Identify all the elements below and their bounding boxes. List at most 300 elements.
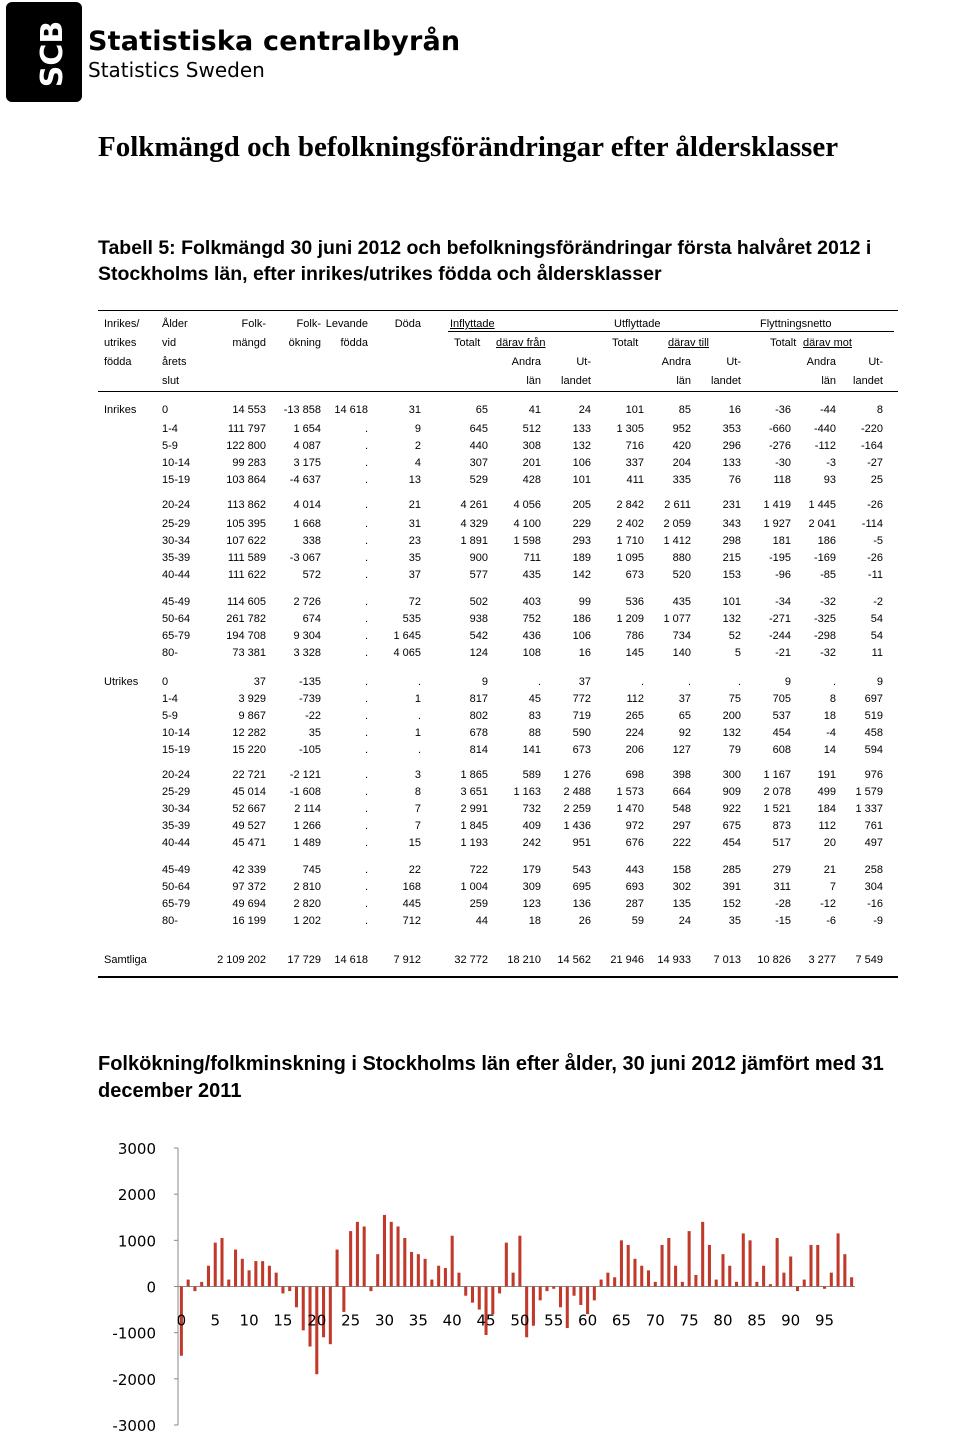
table-cell: 7 912 [393,954,421,966]
table-cell: 802 [469,710,488,722]
bar [187,1280,190,1287]
bar [809,1245,812,1287]
bar [457,1273,460,1287]
table-cell: 972 [625,820,644,832]
table-cell: Utflyttade [614,318,661,330]
table-cell: 35 [308,727,321,739]
table-cell: . [364,596,368,608]
table-cell: 752 [522,613,541,625]
table-cell: 4 [414,457,421,469]
bar [430,1280,433,1287]
table-cell: 732 [522,803,541,815]
bar [390,1222,393,1287]
x-tick-label: 40 [442,1311,462,1330]
bar [661,1245,664,1287]
table-cell: 127 [672,744,691,756]
table-cell: 497 [864,837,883,849]
table-cell: 24 [578,404,591,416]
table-cell: 45 014 [232,786,266,798]
table-cell: 79 [728,744,741,756]
table-cell: 2 259 [563,803,591,815]
table-cell: 17 729 [287,954,321,966]
table-cell: -11 [867,569,883,581]
table-cell: 101 [722,596,741,608]
bar [349,1231,352,1286]
table-cell: Samtliga [104,954,147,966]
table-cell: . [364,710,368,722]
bar [620,1240,623,1286]
bar [336,1250,339,1287]
x-tick-label: 75 [679,1311,699,1330]
table-cell: 716 [625,440,644,452]
table-cell: 2 [414,440,421,452]
table-cell: -30 [775,457,791,469]
table-cell: 265 [625,710,644,722]
table-cell: 141 [522,744,541,756]
table-cell: -26 [867,552,883,564]
table-cell: 261 782 [226,613,266,625]
y-tick-label: -3000 [112,1417,156,1433]
table-cell: 2 842 [616,499,644,511]
table-cell: 1 927 [763,518,791,530]
table-cell: -5 [873,535,883,547]
table-cell: 4 014 [293,499,321,511]
table-cell: 42 339 [232,864,266,876]
bar [647,1270,650,1286]
table-cell: 92 [678,727,691,739]
table-cell: Levande [325,318,368,330]
table-cell: 814 [469,744,488,756]
table-cell: -9 [873,915,883,927]
table-cell: 103 864 [226,474,266,486]
table-cell: 590 [572,727,591,739]
table-cell: . [364,676,368,688]
table-cell: 5-9 [162,440,178,452]
table-cell: 132 [722,613,741,625]
table-cell: 45 [528,693,541,705]
table-cell: -114 [861,518,883,530]
table-cell: 3 328 [293,647,321,659]
table-cell: 65-79 [162,898,191,910]
bar [850,1277,853,1286]
table-cell: ökning [288,337,321,349]
table-cell: 88 [528,727,541,739]
x-tick-label: 25 [341,1311,361,1330]
org-name-en: Statistics Sweden [88,58,265,82]
table-cell: 45-49 [162,864,191,876]
table-cell: 105 395 [226,518,266,530]
table-cell: 309 [522,881,541,893]
y-tick-label: 0 [146,1278,156,1297]
table-cell: 114 605 [227,596,266,608]
table-cell: 2 114 [294,803,321,815]
table-cell: -2 [873,596,883,608]
bar [471,1287,474,1303]
table-cell: 1 598 [513,535,541,547]
table-cell: 880 [672,552,691,564]
table-cell: 133 [572,423,591,435]
table-cell: 7 [414,820,421,832]
table-cell: 145 [625,647,644,659]
table-cell: 54 [870,630,883,642]
table-cell: 14 553 [232,404,266,416]
table-cell: 705 [772,693,791,705]
bar [579,1287,582,1305]
table-cell: 5-9 [162,710,178,722]
x-tick-label: 5 [210,1311,221,1330]
table-cell: 80- [162,915,178,927]
table-cell: . [537,676,541,688]
table-cell: . [364,898,368,910]
table-cell: . [364,803,368,815]
bar [600,1280,603,1287]
table-cell: 65 [678,710,691,722]
table-cell: -440 [813,423,836,435]
table-cell: 673 [625,569,644,581]
table-cell: 403 [522,596,541,608]
table-cell: 335 [672,474,691,486]
bar [369,1287,372,1292]
table-cell: 745 [302,864,321,876]
table-cell: Ut- [576,356,591,368]
table-cell: 31 [408,518,421,530]
table-cell: 106 [572,630,591,642]
table-cell: 16 [578,647,591,659]
table-cell: 184 [817,803,836,815]
bar [573,1287,576,1296]
table-cell: 698 [625,769,644,781]
table-cell: -22 [305,710,321,722]
table-cell: 45 471 [232,837,266,849]
table-cell: 112 [818,820,836,832]
table-cell: 8 [414,786,421,798]
table-cell: 7 [829,881,836,893]
table-cell: 1 845 [460,820,488,832]
table-cell: -27 [867,457,883,469]
table-cell: 1 710 [616,535,644,547]
table-cell: 25-29 [162,786,191,798]
bar [464,1287,467,1296]
table-cell: 200 [722,710,741,722]
table-cell: 101 [625,404,644,416]
table-cell: . [417,710,421,722]
bar [491,1287,494,1315]
table-cell: 454 [772,727,791,739]
x-tick-label: 55 [544,1311,564,1330]
table-cell: 41 [528,404,541,416]
bar [383,1215,386,1287]
table-cell: 152 [722,898,741,910]
chart-title: Folkökning/folkminskning i Stockholms län efter ålder, 30 juni 2012 jämfört med 31 december 2011 [98,1053,884,1102]
bar [397,1226,400,1286]
y-tick-label: 2000 [117,1186,156,1205]
table-cell: 287 [625,898,644,910]
table-cell: 15-19 [162,474,191,486]
table-cell: 308 [522,440,541,452]
table-cell: . [364,727,368,739]
table-cell: 900 [469,552,488,564]
bar [701,1222,704,1287]
table-cell: . [364,499,368,511]
bar [559,1287,562,1308]
table-cell: 118 [773,474,791,486]
table-cell: 428 [522,474,541,486]
table-cell: 2 810 [293,881,321,893]
bar [593,1287,596,1301]
table-cell: Inrikes/ [104,318,140,330]
x-tick-label: 15 [273,1311,293,1330]
table-cell: 608 [772,744,791,756]
x-tick-label: 20 [307,1311,327,1330]
table-cell: 0 [162,676,169,688]
table-cell: 719 [572,710,591,722]
table-cell: 398 [672,769,691,781]
bar [417,1254,420,1286]
table-cell: 35 [728,915,741,927]
table-cell: 535 [402,613,421,625]
table-cell: 512 [522,423,541,435]
table-cell: 2 109 202 [217,954,266,966]
table-cell: 73 381 [232,647,266,659]
table-cell: . [364,837,368,849]
table-cell: . [364,457,368,469]
table-cell: 153 [722,569,741,581]
bar [755,1282,758,1287]
table-cell: 40-44 [162,837,191,849]
table-cell: 1 489 [293,837,321,849]
table-cell: 2 041 [808,518,836,530]
bar [735,1282,738,1287]
bar [633,1259,636,1287]
scb-logo [6,0,526,105]
table-cell: 2 611 [664,499,691,511]
table-cell: . [364,423,368,435]
table-cell: 101 [572,474,591,486]
table-cell: 695 [572,881,591,893]
table-cell: 391 [722,881,741,893]
table-cell: 9 [481,676,488,688]
table-cell: -220 [860,423,883,435]
table-cell: slut [162,375,180,387]
table-cell: 14 933 [657,954,691,966]
table-cell: -169 [813,552,836,564]
bar [742,1233,745,1286]
table-cell: 229 [572,518,591,530]
bar [288,1287,291,1292]
table-cell: 7 549 [855,954,883,966]
table-cell: vid [162,337,177,349]
table-cell: 1 095 [616,552,644,564]
table-cell: Totalt [612,337,639,349]
table-cell: Ut- [868,356,883,368]
table-cell: . [364,535,368,547]
bar [640,1266,643,1287]
x-tick-label: 10 [239,1311,259,1330]
x-tick-label: 30 [374,1311,395,1330]
table-cell: 76 [728,474,741,486]
table-cell: -16 [867,898,883,910]
table-cell: . [364,474,368,486]
table-cell: 2 488 [563,786,591,798]
table-cell: 123 [522,898,541,910]
table-cell: 1 337 [855,803,883,815]
table-cell: 1-4 [162,423,178,435]
bar [248,1270,251,1286]
table-cell: 734 [672,630,691,642]
bar [295,1287,298,1308]
table-cell: 133 [722,457,741,469]
table-cell: 224 [625,727,644,739]
table-cell: 14 618 [334,404,368,416]
bar [281,1287,284,1294]
bar [498,1287,501,1294]
table-cell: 976 [864,769,883,781]
bar [254,1261,257,1286]
table-title: Tabell 5: Folkmängd 30 juni 2012 och befolkningsförändringar första halvåret 2012 i Stockholms län, efter inrikes/utrikes födda och åldersklasser [98,237,872,285]
bar [749,1240,752,1286]
table-cell: . [417,676,421,688]
bar [505,1243,508,1287]
table-cell: 675 [722,820,741,832]
table-cell: 572 [302,569,321,581]
x-tick-label: 0 [176,1311,187,1330]
table-cell: 9 [414,423,421,435]
x-tick-label: 85 [747,1311,767,1330]
bar [315,1287,318,1375]
bar [688,1231,691,1286]
table-cell: 20-24 [162,499,191,511]
table-cell: 1 436 [563,820,591,832]
table-cell: 132 [722,727,741,739]
table-cell: 9 304 [293,630,321,642]
table-cell: 10-14 [162,727,191,739]
bar [478,1287,481,1310]
table-cell: därav mot [803,337,852,349]
bar [606,1273,609,1287]
table-cell: -298 [813,630,836,642]
table-cell: 499 [817,786,836,798]
table-cell: Flyttningsnetto [760,318,832,330]
table-cell: 16 199 [232,915,266,927]
table-cell: -44 [820,404,836,416]
table-cell: . [364,518,368,530]
table-cell: 18 210 [507,954,541,966]
table-cell: 411 [626,474,644,486]
table-cell: 1 521 [763,803,791,815]
table-cell: 18 [823,710,836,722]
table-cell: 9 867 [238,710,266,722]
table-cell: . [364,630,368,642]
table-cell: 300 [722,769,741,781]
x-tick-label: 95 [814,1311,835,1330]
table-cell: 786 [625,630,644,642]
y-tick-label: -2000 [112,1370,156,1389]
table-cell: 1 668 [293,518,321,530]
table-cell: 302 [672,881,691,893]
table-cell: 3 277 [808,954,836,966]
table-cell: 136 [572,898,591,910]
table-cell: -28 [775,898,791,910]
bar [220,1238,223,1286]
table-cell: 7 013 [713,954,741,966]
table-cell: 54 [870,613,883,625]
bar [410,1252,413,1287]
table-cell: 52 [728,630,741,642]
table-cell: 2 402 [616,518,644,530]
bar [830,1273,833,1287]
table-cell: 20 [823,837,836,849]
x-tick-label: 45 [476,1311,496,1330]
table-cell: 678 [469,727,488,739]
table-cell: 674 [302,613,321,625]
table-cell: 711 [523,552,541,564]
table-cell: . [364,915,368,927]
table-cell: 37 [578,676,591,688]
table-cell: -1 608 [289,786,321,798]
table-cell: 1 573 [616,786,644,798]
table-cell: 435 [522,569,541,581]
table-cell: 3 [414,769,421,781]
table-cell: 4 056 [513,499,541,511]
table-cell: 577 [469,569,488,581]
table-cell: 18 [528,915,541,927]
table-cell: 44 [475,915,488,927]
bar [329,1287,332,1345]
table-cell: . [364,864,368,876]
table-cell: 645 [469,423,488,435]
table-cell: 693 [625,881,644,893]
table-cell: -32 [820,596,836,608]
table-cell: . [364,693,368,705]
table-cell: 458 [864,727,883,739]
table-cell: 140 [672,647,691,659]
table-cell: 536 [625,596,644,608]
page-title: Folkmängd och befolkningsförändringar efter åldersklasser [98,131,839,163]
table-cell: 106 [572,457,591,469]
table-cell: 204 [672,457,691,469]
table-cell: 20-24 [162,769,191,781]
bar [444,1268,447,1286]
bar [532,1287,535,1326]
table-cell: -21 [775,647,791,659]
x-tick-label: 70 [645,1311,665,1330]
table-cell: 25 [870,474,883,486]
table-cell: 1 645 [393,630,421,642]
table-cell: 12 282 [232,727,266,739]
bar [545,1287,548,1292]
table-cell: . [364,440,368,452]
table-cell: 83 [528,710,541,722]
table-cell: 50-64 [162,613,191,625]
table-cell: . [832,676,836,688]
table-cell: 242 [522,837,541,849]
table-cell: . [364,786,368,798]
bar [451,1236,454,1287]
bar [694,1275,697,1287]
table-cell: 520 [672,569,691,581]
table-cell: 1 [414,727,421,739]
table-cell: 15 [408,837,421,849]
table-cell: -34 [775,596,791,608]
y-tick-label: 3000 [117,1140,156,1158]
table-cell: 589 [522,769,541,781]
table-cell: Ålder [162,318,188,330]
table-cell: 279 [772,864,791,876]
table-cell: 16 [728,404,741,416]
table-cell: Folk- [241,318,266,330]
bar [302,1287,305,1331]
table-cell: 3 929 [238,693,266,705]
